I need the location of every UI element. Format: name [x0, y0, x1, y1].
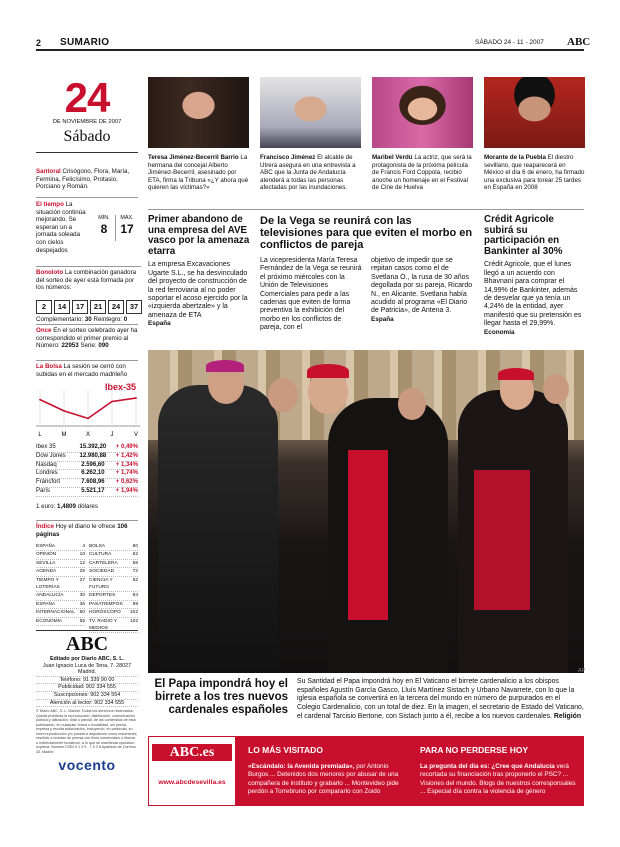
caption-text: Su Santidad el Papa impondrá hoy en El Vaticano el birrete cardenalicio a los obispos españoles Agustín García Gasco, Lluís Martínez Sistach y Urbano Navarrete, con lo que la iglesia española se convertirá en la tercera del mundo en número de purpurados en el Colegio Cardenalicio, con un total de diez. En la imagen, el secretario de Estado del Vaticano, el cardenal Tarcisio Bertone, con Sistach junto a él, recibe a los nuevos cardenales. — [297, 678, 584, 720]
stock-name: Ibex 35 — [36, 444, 56, 450]
vocento-logo: vocento — [58, 757, 116, 774]
euro-label: 1 euro: — [36, 503, 56, 510]
stock-row — [36, 453, 138, 462]
date-weekday: Sábado — [63, 128, 111, 145]
dont-miss-title: PARA NO PERDERSE HOY — [420, 745, 529, 755]
weather-label: El tiempo — [36, 201, 64, 208]
lottery-number: 14 — [54, 300, 70, 314]
person-text: El alcalde de Utrera asegura en una entrevista a ABC que la Junta de Andalucía atenderá a todas las personas afectadas por las inundaciones. — [260, 154, 356, 192]
caption-section: Religión — [553, 712, 582, 720]
index-page: 55 — [79, 618, 85, 624]
index-row — [89, 551, 138, 559]
stock-row — [36, 479, 138, 488]
index-table — [36, 543, 138, 633]
chart-point — [39, 399, 41, 401]
complement-label: Complementario: — [36, 315, 84, 323]
stock-value: 6.262,10 — [81, 470, 105, 477]
person-caption — [372, 154, 475, 192]
lottery-number: 2 — [36, 300, 52, 314]
index-pages-label: páginas — [36, 530, 60, 538]
publisher-address: Juan Ignacio Luca de Tena, 7. 28027 Madrid. — [36, 663, 138, 677]
index-section: HORÓSCOPO — [89, 610, 121, 616]
person-text: La hermana del concejal Alberto Jiménez-Becerril, asesinado por ETA, firma la Tribuna «¿Y ahora qué quieren las víctimas?» — [148, 154, 249, 192]
stock-label: La Bolsa — [36, 363, 62, 370]
header-date: SÁBADO 24 - 11 - 2007 — [475, 39, 544, 46]
weather-block — [36, 197, 138, 254]
stock-value: 7.608,96 — [81, 479, 105, 486]
stock-text: La sesión se cerró con subidas en el mercado madrileño — [36, 363, 128, 378]
publisher-logo: ABC — [65, 633, 109, 655]
index-pages: 106 — [117, 523, 128, 530]
once-text: En el sorteo celebrado ayer ha correspondido el primer premio al Número: — [36, 327, 138, 350]
index-page: 72 — [132, 569, 138, 575]
index-row — [89, 592, 138, 600]
stock-change: + 1,94% — [115, 487, 138, 494]
stock-value: 15.392,20 — [79, 444, 107, 450]
stock-change: + 0,49% — [115, 444, 138, 450]
weather-max-label: MÁX. — [120, 215, 134, 221]
index-row — [89, 601, 138, 609]
story-section: España — [148, 320, 171, 328]
abces-logo: ABC.es — [152, 744, 232, 761]
reintegro-value: 0 — [123, 315, 128, 323]
person-caption — [260, 154, 363, 192]
date-day: 24 — [64, 74, 110, 121]
date-month-year: DE NOVIEMBRE DE 2007 — [52, 119, 122, 125]
photo-teresa — [148, 77, 249, 148]
index-page: 99 — [132, 601, 138, 607]
bonoloto-numbers — [36, 296, 141, 314]
index-row — [36, 577, 85, 593]
saints-block — [36, 168, 138, 191]
once-label: Once — [36, 327, 52, 334]
stock-name: Londres — [36, 470, 58, 477]
stock-name: Fráncfort — [36, 479, 61, 486]
person-caption — [148, 154, 251, 192]
bonoloto-block — [36, 266, 141, 323]
photo-maribel — [372, 77, 473, 148]
stock-value: 5.521,17 — [81, 487, 105, 494]
person-caption — [484, 154, 585, 192]
most-viewed-text[interactable]: por Antonio Burgos ... Detenidos dos menores por abusar de una compañera de instituto y grabarlo ... Montevideo pide perdón a Torrebruno por compararlo con Zoido — [248, 763, 399, 796]
header-brand: ABC — [567, 36, 591, 48]
euro-value: 1,4809 — [57, 503, 76, 510]
story-headline: Primer abandono de una empresa del AVE vasco por la amenaza etarra — [148, 214, 250, 257]
once-number: 22953 — [61, 342, 79, 350]
index-page: 68 — [132, 560, 138, 566]
index-section: DEPORTES — [89, 593, 116, 599]
story-credit-agricole — [484, 215, 585, 336]
publisher-edited: Editado por Diario ABC, S. L. — [49, 656, 125, 662]
person-name: Morante de la Puebla — [484, 154, 546, 161]
publisher-subs: Suscripciones: 902 334 554 — [36, 692, 138, 700]
index-page: 102 — [129, 610, 138, 616]
index-section: CARTELERA — [89, 560, 118, 566]
chart-point — [135, 397, 137, 399]
index-row — [36, 618, 85, 626]
publisher-attention: Atención al lector: 902 334 555 — [36, 700, 138, 708]
chart-point — [87, 417, 89, 419]
divider — [148, 209, 584, 210]
main-photo-caption — [297, 678, 584, 722]
index-section: SEVILLA — [36, 560, 56, 566]
index-page: 12 — [79, 560, 85, 566]
index-label: Índice — [36, 523, 54, 530]
lottery-number: 37 — [126, 300, 142, 314]
weather-min-label: MÍN. — [98, 215, 110, 221]
reintegro-label: Reintegro: — [93, 315, 123, 323]
chart-point — [111, 401, 113, 403]
index-page: 26 — [79, 569, 85, 575]
story-body: La vicepresidenta María Teresa Fernández de la Vega se reunirá el próximo miércoles con la Unión de Televisiones Comerciales para pedir a las cadenas que eviten de forma preventiva la exhibición del morbo en los conflictos de pareja, con el — [260, 257, 362, 332]
index-page: 84 — [132, 593, 138, 599]
index-row — [89, 577, 138, 593]
index-page: 30 — [79, 593, 85, 599]
stock-block — [36, 360, 138, 378]
stock-chart — [36, 380, 140, 440]
index-row — [36, 560, 85, 568]
most-viewed — [248, 745, 408, 797]
index-section: ECONOMÍA — [36, 618, 63, 624]
page-number: 2 — [36, 38, 42, 48]
stock-row — [36, 488, 138, 497]
index-page: 62 — [132, 552, 138, 558]
index-section: TIEMPO Y LOTERÍAS — [36, 577, 60, 591]
footer-url[interactable]: www.abcdesevilla.es — [158, 779, 226, 786]
lottery-number: 21 — [90, 300, 106, 314]
most-viewed-title: LO MÁS VISITADO — [248, 745, 323, 755]
chart-tick-label: X — [85, 432, 91, 438]
story-section: España — [371, 315, 394, 323]
index-section: AGENDA — [36, 569, 57, 575]
chart-tick-label: J — [110, 432, 114, 438]
person-text: La actriz, que será la protagonista de la próxima película de Francis Ford Coppola, recibió anoche un homenaje en el Festival de Cine de Huelva — [372, 154, 472, 192]
main-photo-cardinals — [148, 350, 584, 673]
once-serie: 090 — [98, 342, 109, 350]
weather-text: La situación continúa mejorando. Se esperan un a jornada soleada con cielos despejados — [36, 201, 86, 254]
index-page: 102 — [129, 618, 138, 624]
index-section: ANDALUCÍA — [36, 593, 64, 599]
person-text: El diestro sevillano, que reaparecerá en México el día 6 de enero, ha firmado una exclusiva para torear 25 tardes en España en 2008 — [484, 154, 585, 192]
index-section: CIENCIA Y FUTURO — [89, 577, 113, 591]
header-rule — [36, 49, 584, 51]
main-photo-headline: El Papa impondrá hoy el birrete a los tres nuevos cardenales españoles — [154, 678, 288, 716]
photo-credit: AP — [578, 668, 586, 674]
stock-value: 12.980,88 — [79, 452, 107, 459]
chart-title: Ibex-35 — [104, 382, 136, 392]
once-block — [36, 324, 138, 350]
chart-tick-label: V — [133, 432, 139, 438]
saints-label: Santoral — [36, 168, 61, 175]
index-block — [36, 520, 138, 538]
person-name: Teresa Jiménez-Becerril Barrio — [148, 154, 239, 161]
stock-name: Dow Jones — [36, 452, 66, 459]
index-row — [36, 592, 85, 600]
story-headline: Crédit Agricole subirá su participación en Bankinter al 30% — [484, 214, 563, 257]
index-section: OPINIÓN — [36, 552, 57, 558]
stock-change: + 1,34% — [115, 461, 138, 468]
euro-unit: dólares — [77, 503, 98, 510]
story-body-2: objetivo de impedir que se repitan casos como el de Svetlana O., la rusa de 30 años degollada por su pareja, Ricardo N., en Alicante. Svetlana había acudido al programa «El Diario de Patricia», de Antena 3. — [371, 257, 473, 315]
index-page: 27 — [79, 577, 85, 583]
index-page: 36 — [79, 601, 85, 607]
index-row — [36, 568, 85, 576]
index-row — [89, 568, 138, 576]
index-page: 82 — [132, 577, 138, 583]
left-column — [36, 58, 138, 153]
story-ave — [148, 215, 251, 327]
publisher-legal: © Diario ABC, S. L. Madrid. Todos los derechos reservados. Queda prohibida la reproducción, distribución, comunicación pública y utilización, total o parcial, de los contenidos de esta publicación, en cualquier forma o modalidad, sin previa, expresa y escrita autorización, incluyendo, en particular, su mera reproducción y/o puesta a disposición como resúmenes, reseñas o revistas de prensa con fines comerciales o directa o indirectamente lucrativos, a lo que se manifiesta oposición expresa. Número ISSN 0 1 3 9 - 7 5 3 8 Apartado de Correos 43, Madrid — [36, 709, 138, 754]
stock-table — [36, 444, 138, 497]
index-row — [89, 560, 138, 568]
lottery-number: 17 — [72, 300, 88, 314]
lottery-number: 24 — [108, 300, 124, 314]
story-body: Crédit Agricole, que el lunes llegó a un acuerdo con Bhavnani para comprar el 14,99% de Bankinter, además de desvelar que ya tenía un 4,24% de la entidad, ayer manifestó que su pretensión es llegar hasta el 29,99%. — [484, 261, 582, 328]
index-section: BOLSA — [89, 544, 105, 549]
index-section: INTERNACIONAL — [36, 610, 75, 616]
publisher-ads: Publicidad: 902 334 555 — [36, 684, 138, 692]
index-page: 10 — [79, 552, 85, 558]
index-page: 50 — [79, 610, 85, 616]
bonoloto-label: Bonoloto — [36, 269, 64, 276]
stock-value: 2.596,60 — [81, 461, 105, 468]
once-serie-label: Serie: — [80, 342, 97, 350]
publisher-phone: Teléfono: 91 339 90 00 — [36, 677, 138, 685]
stock-name: París — [36, 487, 51, 494]
person-name: Maribel Verdú — [372, 154, 413, 161]
index-section: SOCIEDAD — [89, 569, 115, 575]
photo-francisco — [260, 77, 361, 148]
publisher-block — [36, 630, 138, 773]
complement-value: 30 — [84, 315, 92, 323]
stock-change: + 1,74% — [115, 470, 138, 477]
index-row — [36, 551, 85, 559]
weather-min: 8 — [100, 221, 108, 236]
story-body: La empresa Excavaciones Ugarte S.L., se ha desvinculado del proyecto de construcción de la red ferroviaria al no poder soportar el acoso ejercido por la «izquierda abertzale» y la amenaza de ETA — [148, 261, 248, 319]
index-section: ESPAÑA — [36, 601, 56, 607]
dont-miss-lead[interactable]: La pregunta del día es: ¿Cree que Andalucía — [420, 763, 555, 770]
story-headline: De la Vega se reunirá con las televisiones para que eviten el morbo en conflictos de pareja — [260, 215, 473, 251]
most-viewed-lead[interactable]: «Escándalo: la Avenida premiada», — [248, 763, 355, 770]
index-row — [89, 609, 138, 617]
weather-max: 17 — [120, 221, 134, 236]
photo-morante — [484, 77, 585, 148]
stock-row — [36, 444, 138, 453]
stock-row — [36, 462, 138, 471]
stock-change: + 0,62% — [115, 479, 138, 486]
story-section: Economía — [484, 328, 515, 336]
index-row — [89, 543, 138, 551]
index-section: TV. RADIO Y MEDIOS — [89, 618, 117, 632]
dont-miss — [420, 745, 580, 797]
person-name: Francisco Jiménez — [260, 154, 316, 161]
index-page: 60 — [132, 544, 138, 549]
index-text: Hoy el diario le ofrece — [55, 523, 116, 530]
index-section: CULTURA — [89, 552, 112, 558]
index-section: PASATIEMPOS — [89, 601, 123, 607]
bonoloto-text: La combinación ganadora del sorteo de ayer está formada por los números: — [36, 269, 137, 292]
stock-name: Nasdaq — [36, 461, 57, 468]
index-section: ESPAÑA — [36, 544, 56, 549]
chart-tick-label: M — [61, 432, 67, 438]
stock-change: + 1,42% — [115, 452, 138, 459]
index-row — [36, 601, 85, 609]
story-de-la-vega — [260, 215, 475, 333]
dont-miss-text[interactable]: verá recortada su financiación tras proponerlo el PSC? ... Visiones del mundo. Blogs de nuestros corresponsales ... Especial día contra la violencia de género — [420, 763, 576, 796]
index-row — [36, 543, 85, 551]
chart-point — [63, 410, 65, 412]
section-title: SUMARIO — [60, 37, 110, 48]
euro-rate — [36, 503, 138, 511]
index-row — [36, 609, 85, 617]
saints-text: Crisógono, Flora, María, Fermina, Felicísimo, Protasio, Porciano y Román. — [36, 168, 130, 191]
index-page: 4 — [82, 544, 85, 549]
stock-row — [36, 470, 138, 479]
chart-tick-label: L — [38, 432, 42, 438]
